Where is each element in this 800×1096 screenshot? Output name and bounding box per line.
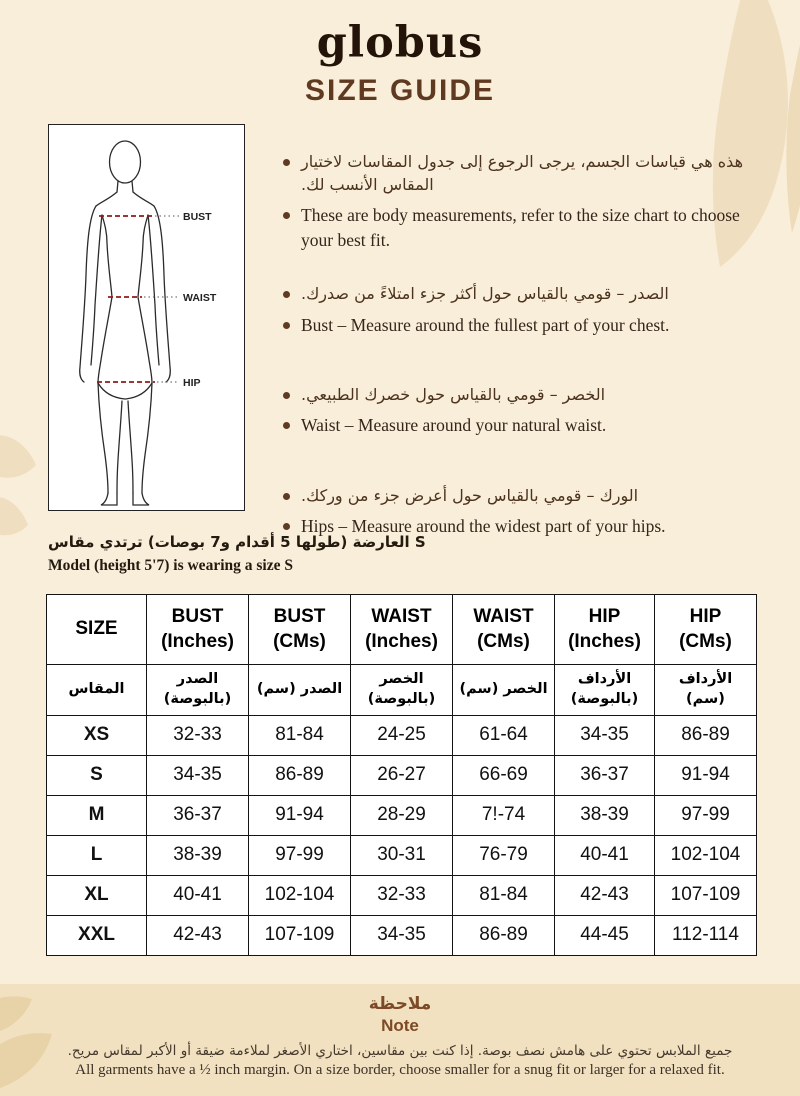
column-header-english: HIP (Inches) — [555, 595, 655, 665]
size-cell: M — [47, 795, 147, 835]
value-cell: 34-35 — [351, 915, 453, 955]
value-cell: 34-35 — [147, 755, 249, 795]
model-note-english: Model (height 5'7) is wearing a size S — [48, 556, 293, 574]
note-title-arabic: ملاحظة — [368, 994, 432, 1014]
value-cell: 81-84 — [453, 875, 555, 915]
model-note-arabic: العارضة (طولها 5 أقدام و7 بوصات) ترتدي مقاس S — [48, 533, 426, 551]
instruction-group-bust — [283, 282, 765, 337]
leaf-decoration-left — [0, 420, 41, 550]
value-cell: 112-114 — [655, 915, 757, 955]
column-header-arabic: الأرداف (بالبوصة) — [555, 665, 655, 715]
value-cell: 97-99 — [249, 835, 351, 875]
note-section — [0, 984, 800, 1096]
value-cell: 66-69 — [453, 755, 555, 795]
bullet-icon — [283, 291, 290, 298]
instruction-group-waist — [283, 383, 765, 438]
bullet-icon — [283, 523, 290, 530]
bullet-icon — [283, 422, 290, 429]
bullet-icon — [283, 159, 290, 166]
instruction-english: Bust – Measure around the fullest part of your chest. — [301, 314, 670, 335]
value-cell: 26-27 — [351, 755, 453, 795]
value-cell: 97-99 — [655, 795, 757, 835]
value-cell: 107-109 — [655, 875, 757, 915]
value-cell: 36-37 — [555, 755, 655, 795]
value-cell: 42-43 — [555, 875, 655, 915]
column-header-english: WAIST (Inches) — [351, 595, 453, 665]
value-cell: 76-79 — [453, 835, 555, 875]
bullet-icon — [283, 493, 290, 500]
bust-label: BUST — [183, 211, 212, 223]
value-cell: 81-84 — [249, 715, 351, 755]
model-note — [48, 531, 426, 577]
table-row — [47, 875, 757, 915]
value-cell: 44-45 — [555, 915, 655, 955]
instruction-english: Hips – Measure around the widest part of your hips. — [301, 515, 666, 536]
value-cell: 86-89 — [249, 755, 351, 795]
table-row — [47, 755, 757, 795]
table-row — [47, 835, 757, 875]
bullet-icon — [283, 212, 290, 219]
column-header-english: WAIST (CMs) — [453, 595, 555, 665]
value-cell: 91-94 — [249, 795, 351, 835]
size-cell: L — [47, 835, 147, 875]
instruction-arabic: هذه هي قياسات الجسم، يرجى الرجوع إلى جدول المقاسات لاختيار المقاس الأنسب لك. — [301, 152, 744, 195]
column-header-english: SIZE — [47, 595, 147, 665]
measure-lines — [97, 216, 155, 382]
value-cell: 42-43 — [147, 915, 249, 955]
instruction-english: These are body measurements, refer to the size chart to choose your best fit. — [301, 205, 740, 250]
value-cell: 102-104 — [249, 875, 351, 915]
instruction-group-intro — [283, 150, 765, 252]
instruction-arabic: الورك – قومي بالقياس حول أعرض جزء من وركك. — [301, 485, 639, 505]
note-body-arabic: جميع الملابس تحتوي على هامش نصف بوصة. إذا كنت بين مقاسين، اختاري الأصغر لملاءمة ضيقة أو الأكبر لمقاس مريح. — [67, 1043, 733, 1059]
value-cell: 38-39 — [147, 835, 249, 875]
column-header-english: BUST (CMs) — [249, 595, 351, 665]
value-cell: 86-89 — [655, 715, 757, 755]
value-cell: 7!-74 — [453, 795, 555, 835]
table-body — [47, 715, 757, 955]
value-cell: 86-89 — [453, 915, 555, 955]
column-header-english: BUST (Inches) — [147, 595, 249, 665]
value-cell: 102-104 — [655, 835, 757, 875]
brand-logo: globus — [316, 18, 484, 68]
value-cell: 34-35 — [555, 715, 655, 755]
table-row — [47, 715, 757, 755]
size-cell: XXL — [47, 915, 147, 955]
value-cell: 40-41 — [555, 835, 655, 875]
waist-label: WAIST — [183, 292, 217, 304]
value-cell: 32-33 — [351, 875, 453, 915]
value-cell: 28-29 — [351, 795, 453, 835]
table-header-row-arabic — [47, 665, 757, 715]
value-cell: 61-64 — [453, 715, 555, 755]
bullet-icon — [283, 322, 290, 329]
note-title-english: Note — [381, 1016, 419, 1035]
table-header-row-english — [47, 595, 757, 665]
value-cell: 91-94 — [655, 755, 757, 795]
hip-label: HIP — [183, 377, 201, 389]
value-cell: 24-25 — [351, 715, 453, 755]
instruction-arabic: الخصر – قومي بالقياس حول خصرك الطبيعي. — [301, 385, 606, 405]
size-cell: XL — [47, 875, 147, 915]
column-header-arabic: الخصر (بالبوصة) — [351, 665, 453, 715]
page-title: SIZE GUIDE — [304, 74, 496, 107]
column-header-arabic: الخصر (سم) — [453, 665, 555, 715]
column-header-arabic: الصدر (سم) — [249, 665, 351, 715]
table-row — [47, 795, 757, 835]
instruction-list — [283, 150, 765, 568]
size-cell: XS — [47, 715, 147, 755]
value-cell: 38-39 — [555, 795, 655, 835]
size-chart-table — [46, 594, 757, 956]
note-body-english: All garments have a ½ inch margin. On a size border, choose smaller for a snug fit or larger for a relaxed fit. — [75, 1062, 725, 1078]
measurement-diagram — [48, 124, 245, 511]
column-header-arabic: الأرداف (سم) — [655, 665, 757, 715]
bullet-icon — [283, 392, 290, 399]
instruction-english: Waist – Measure around your natural waist. — [301, 415, 607, 436]
value-cell: 107-109 — [249, 915, 351, 955]
body-figure-illustration — [49, 125, 243, 509]
value-cell: 36-37 — [147, 795, 249, 835]
column-header-arabic: المقاس — [47, 665, 147, 715]
value-cell: 32-33 — [147, 715, 249, 755]
value-cell: 40-41 — [147, 875, 249, 915]
column-header-english: HIP (CMs) — [655, 595, 757, 665]
instruction-arabic: الصدر – قومي بالقياس حول أكثر جزء امتلاءً من صدرك. — [301, 284, 669, 304]
column-header-arabic: الصدر (بالبوصة) — [147, 665, 249, 715]
size-cell: S — [47, 755, 147, 795]
value-cell: 30-31 — [351, 835, 453, 875]
table-row — [47, 915, 757, 955]
